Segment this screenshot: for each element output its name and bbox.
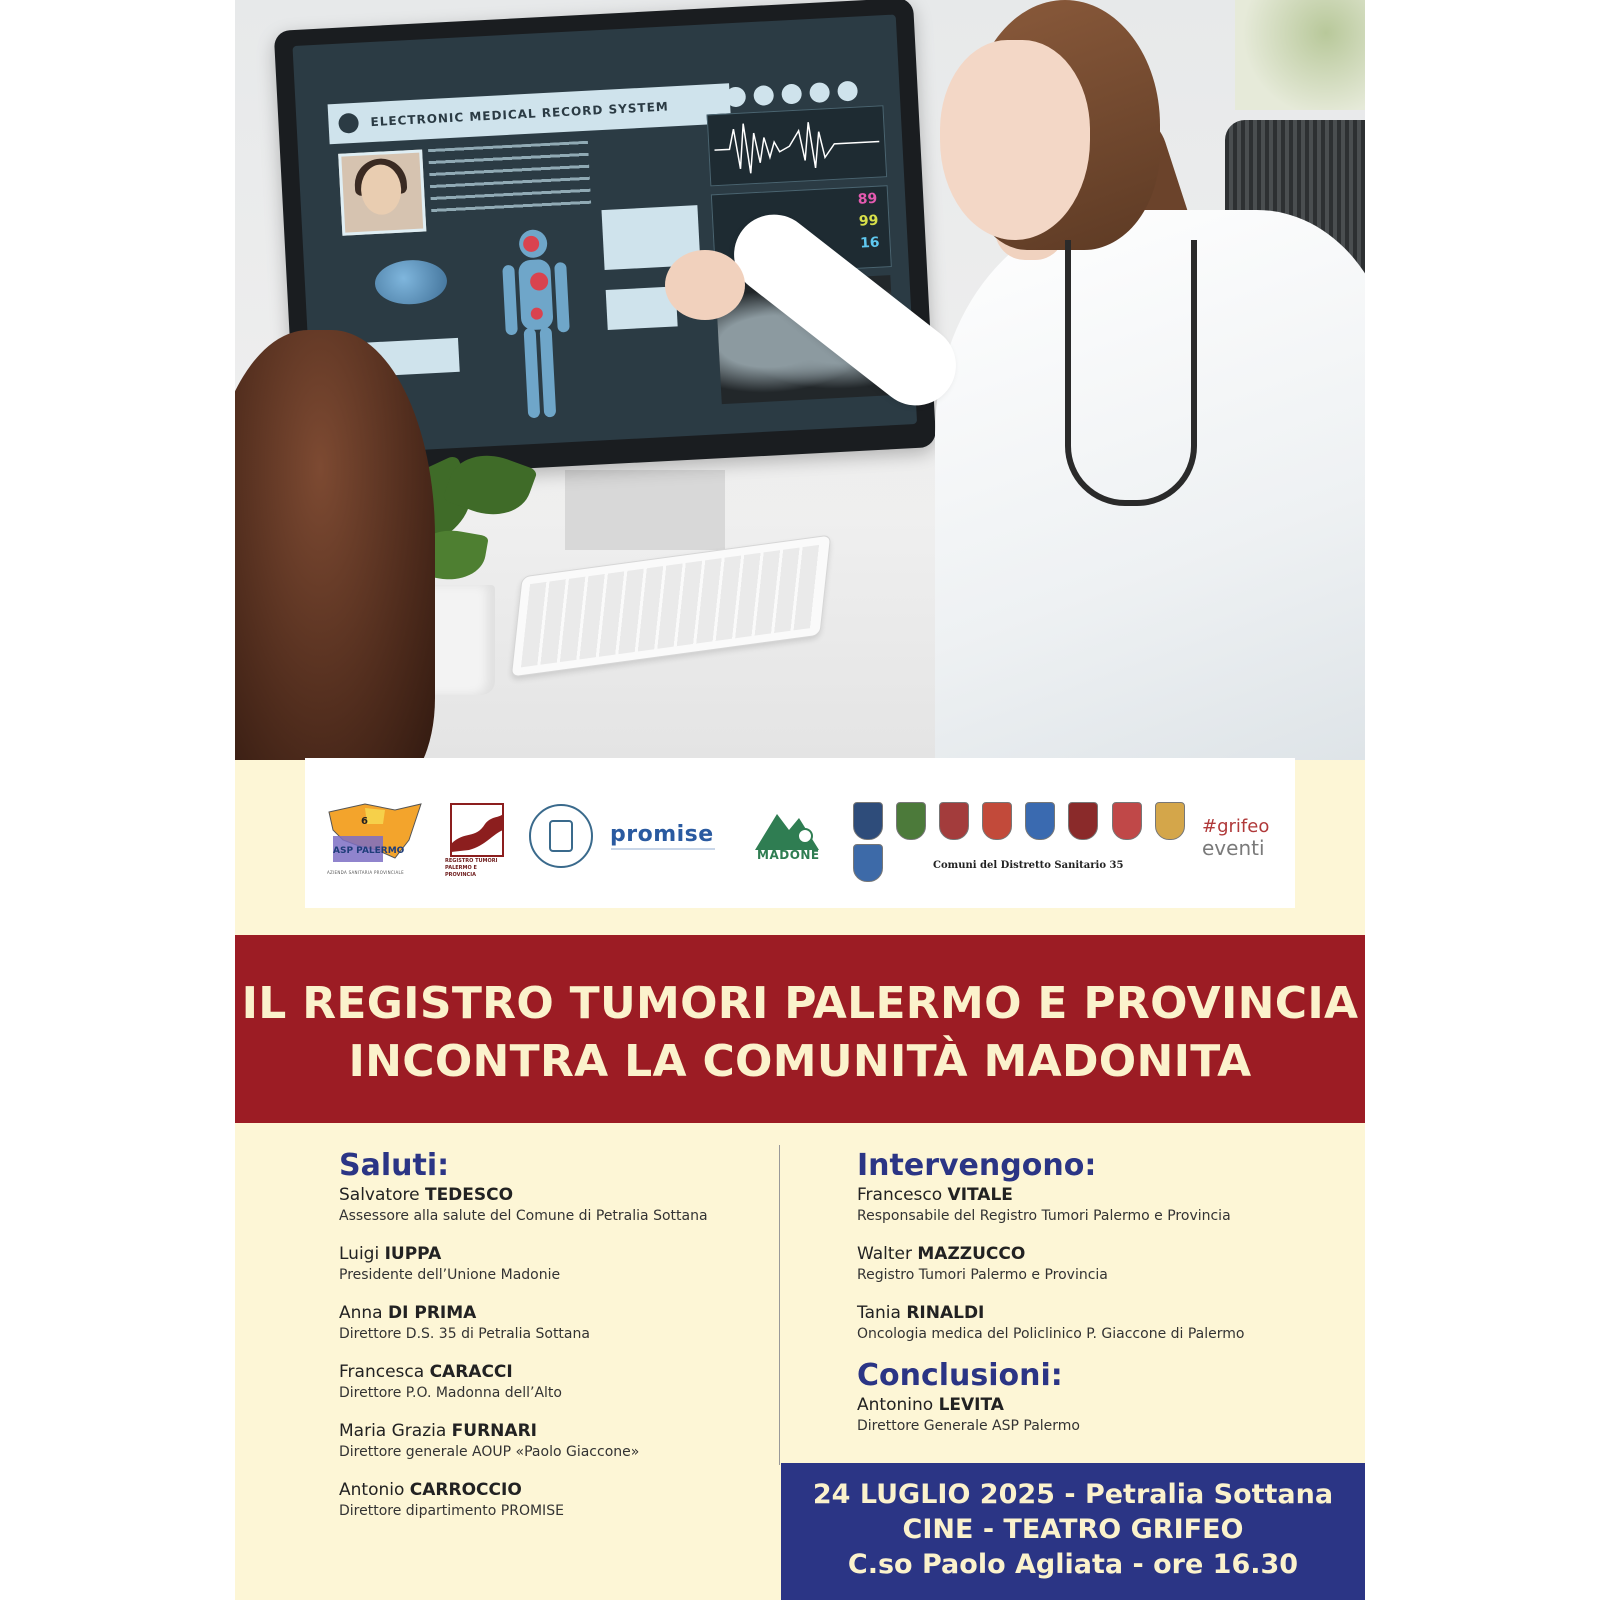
- speaker-role: Direttore P.O. Madonna dell’Alto: [339, 1385, 562, 1401]
- hero-photo: [235, 0, 1365, 760]
- speaker-first-name: Walter: [857, 1244, 912, 1264]
- speaker-first-name: Francesco: [857, 1185, 943, 1205]
- speaker-last-name: LEVITA: [938, 1395, 1004, 1415]
- crest-icon: [853, 802, 883, 840]
- registro-logo-text: REGISTRO TUMORI PALERMO E PROVINCIA: [445, 858, 498, 878]
- speaker-last-name: CARROCCIO: [409, 1480, 522, 1500]
- speaker-first-name: Maria Grazia: [339, 1421, 447, 1441]
- speaker-first-name: Antonio: [339, 1480, 405, 1500]
- doctor-hand: [665, 250, 745, 320]
- speaker-role: Oncologia medica del Policlinico P. Giaccone di Palermo: [857, 1326, 1245, 1342]
- event-date-place: 24 LUGLIO 2025 - Petralia Sottana: [812, 1479, 1334, 1510]
- title-band: [235, 935, 1365, 1123]
- partner-logos: [305, 758, 1295, 908]
- patient-figure: [235, 330, 435, 760]
- speaker-first-name: Antonino: [857, 1395, 934, 1415]
- crest-icon: [939, 802, 969, 840]
- speaker-last-name: RINALDI: [906, 1303, 985, 1323]
- emr-header: ELECTRONIC MEDICAL RECORD SYSTEM: [328, 83, 732, 144]
- speaker-last-name: FURNARI: [451, 1421, 537, 1441]
- vital-value: 99: [858, 212, 879, 230]
- speaker-first-name: Tania: [857, 1303, 901, 1323]
- speaker-role: Registro Tumori Palermo e Provincia: [857, 1267, 1108, 1283]
- promise-logo: promise: [610, 822, 714, 847]
- doctor-face: [940, 40, 1090, 240]
- speaker: [339, 1420, 779, 1462]
- patient-id-fields: [428, 141, 591, 219]
- speaker-role: Direttore generale AOUP «Paolo Giaccone»: [339, 1444, 640, 1460]
- speaker-first-name: Anna: [339, 1303, 383, 1323]
- stethoscope: [1065, 240, 1197, 506]
- speaker-first-name: Luigi: [339, 1244, 380, 1264]
- speaker: [857, 1184, 1357, 1226]
- intervengono-heading: Intervengono:: [857, 1148, 1097, 1183]
- speaker-last-name: IUPPA: [384, 1244, 442, 1264]
- speaker: [857, 1394, 1357, 1436]
- title-line: IL REGISTRO TUMORI PALERMO E PROVINCIA: [241, 978, 1359, 1029]
- speaker-role: Responsabile del Registro Tumori Palermo e Provincia: [857, 1208, 1231, 1224]
- speaker: [339, 1361, 779, 1403]
- patient-photo: [338, 149, 426, 235]
- speaker-last-name: TEDESCO: [424, 1185, 514, 1205]
- policlinico-logo: [529, 804, 593, 868]
- asp-logo-text: ASP PALERMO: [333, 846, 405, 856]
- event-venue: CINE - TEATRO GRIFEO: [902, 1514, 1244, 1545]
- ecg-wave: [707, 105, 888, 186]
- speaker: [857, 1243, 1357, 1285]
- column-divider: [779, 1145, 780, 1465]
- crest-icon: [1068, 802, 1098, 840]
- brain-icon: [374, 258, 448, 306]
- speaker-last-name: MAZZUCCO: [917, 1244, 1026, 1264]
- grifeo-hashtag: #grifeo: [1202, 816, 1270, 837]
- speaker-last-name: DI PRIMA: [388, 1303, 477, 1323]
- speaker-role: Direttore Generale ASP Palermo: [857, 1418, 1080, 1434]
- speaker-role: Presidente dell’Unione Madonie: [339, 1267, 561, 1283]
- crest-icon: [853, 844, 883, 882]
- speaker-role: Assessore alla salute del Comune di Petralia Sottana: [339, 1208, 708, 1224]
- event-address-time: C.so Paolo Agliata - ore 16.30: [847, 1549, 1299, 1580]
- vital-value: 89: [857, 190, 878, 208]
- asp-number: 6: [361, 816, 368, 827]
- crest-icon: [1112, 802, 1142, 840]
- conclusioni-heading: Conclusioni:: [857, 1358, 1063, 1393]
- vital-value: 16: [859, 234, 880, 252]
- title-line: INCONTRA LA COMUNITÀ MADONITA: [348, 1036, 1252, 1087]
- crest-icon: [1155, 802, 1185, 840]
- speaker: [339, 1479, 779, 1521]
- event-title: [235, 975, 1365, 1091]
- event-details: [781, 1463, 1365, 1600]
- intervengono-section: [857, 1148, 1357, 1436]
- speaker-last-name: VITALE: [947, 1185, 1013, 1205]
- monitor-stand: [565, 470, 725, 550]
- registro-tumori-logo: [445, 800, 509, 860]
- saluti-heading: Saluti:: [339, 1148, 450, 1183]
- poster: [235, 0, 1365, 1600]
- crest-icon: [982, 802, 1012, 840]
- grifeo-eventi: eventi: [1202, 836, 1265, 860]
- promise-logo-underline: [611, 848, 715, 850]
- screen-icon-bar: [725, 80, 876, 108]
- background-plant: [1235, 0, 1365, 110]
- comuni-caption: Comuni del Distretto Sanitario 35: [933, 860, 1124, 871]
- speaker-first-name: Francesca: [339, 1362, 425, 1382]
- madone-logo: [755, 806, 819, 850]
- speaker: [339, 1302, 779, 1344]
- crest-icon: [896, 802, 926, 840]
- asp-logo-subtext: AZIENDA SANITARIA PROVINCIALE: [327, 870, 404, 875]
- speaker: [339, 1184, 779, 1226]
- speaker-role: Direttore dipartimento PROMISE: [339, 1503, 564, 1519]
- saluti-section: [339, 1148, 779, 1521]
- speaker-first-name: Salvatore: [339, 1185, 420, 1205]
- crest-icon: [1025, 802, 1055, 840]
- municipal-crests: [853, 802, 1203, 846]
- speaker: [339, 1243, 779, 1285]
- speaker-last-name: CARACCI: [429, 1362, 513, 1382]
- madone-logo-text: MADONE: [757, 848, 820, 862]
- body-anatomy-icon: [492, 222, 582, 426]
- speaker: [857, 1302, 1357, 1344]
- speaker-role: Direttore D.S. 35 di Petralia Sottana: [339, 1326, 590, 1342]
